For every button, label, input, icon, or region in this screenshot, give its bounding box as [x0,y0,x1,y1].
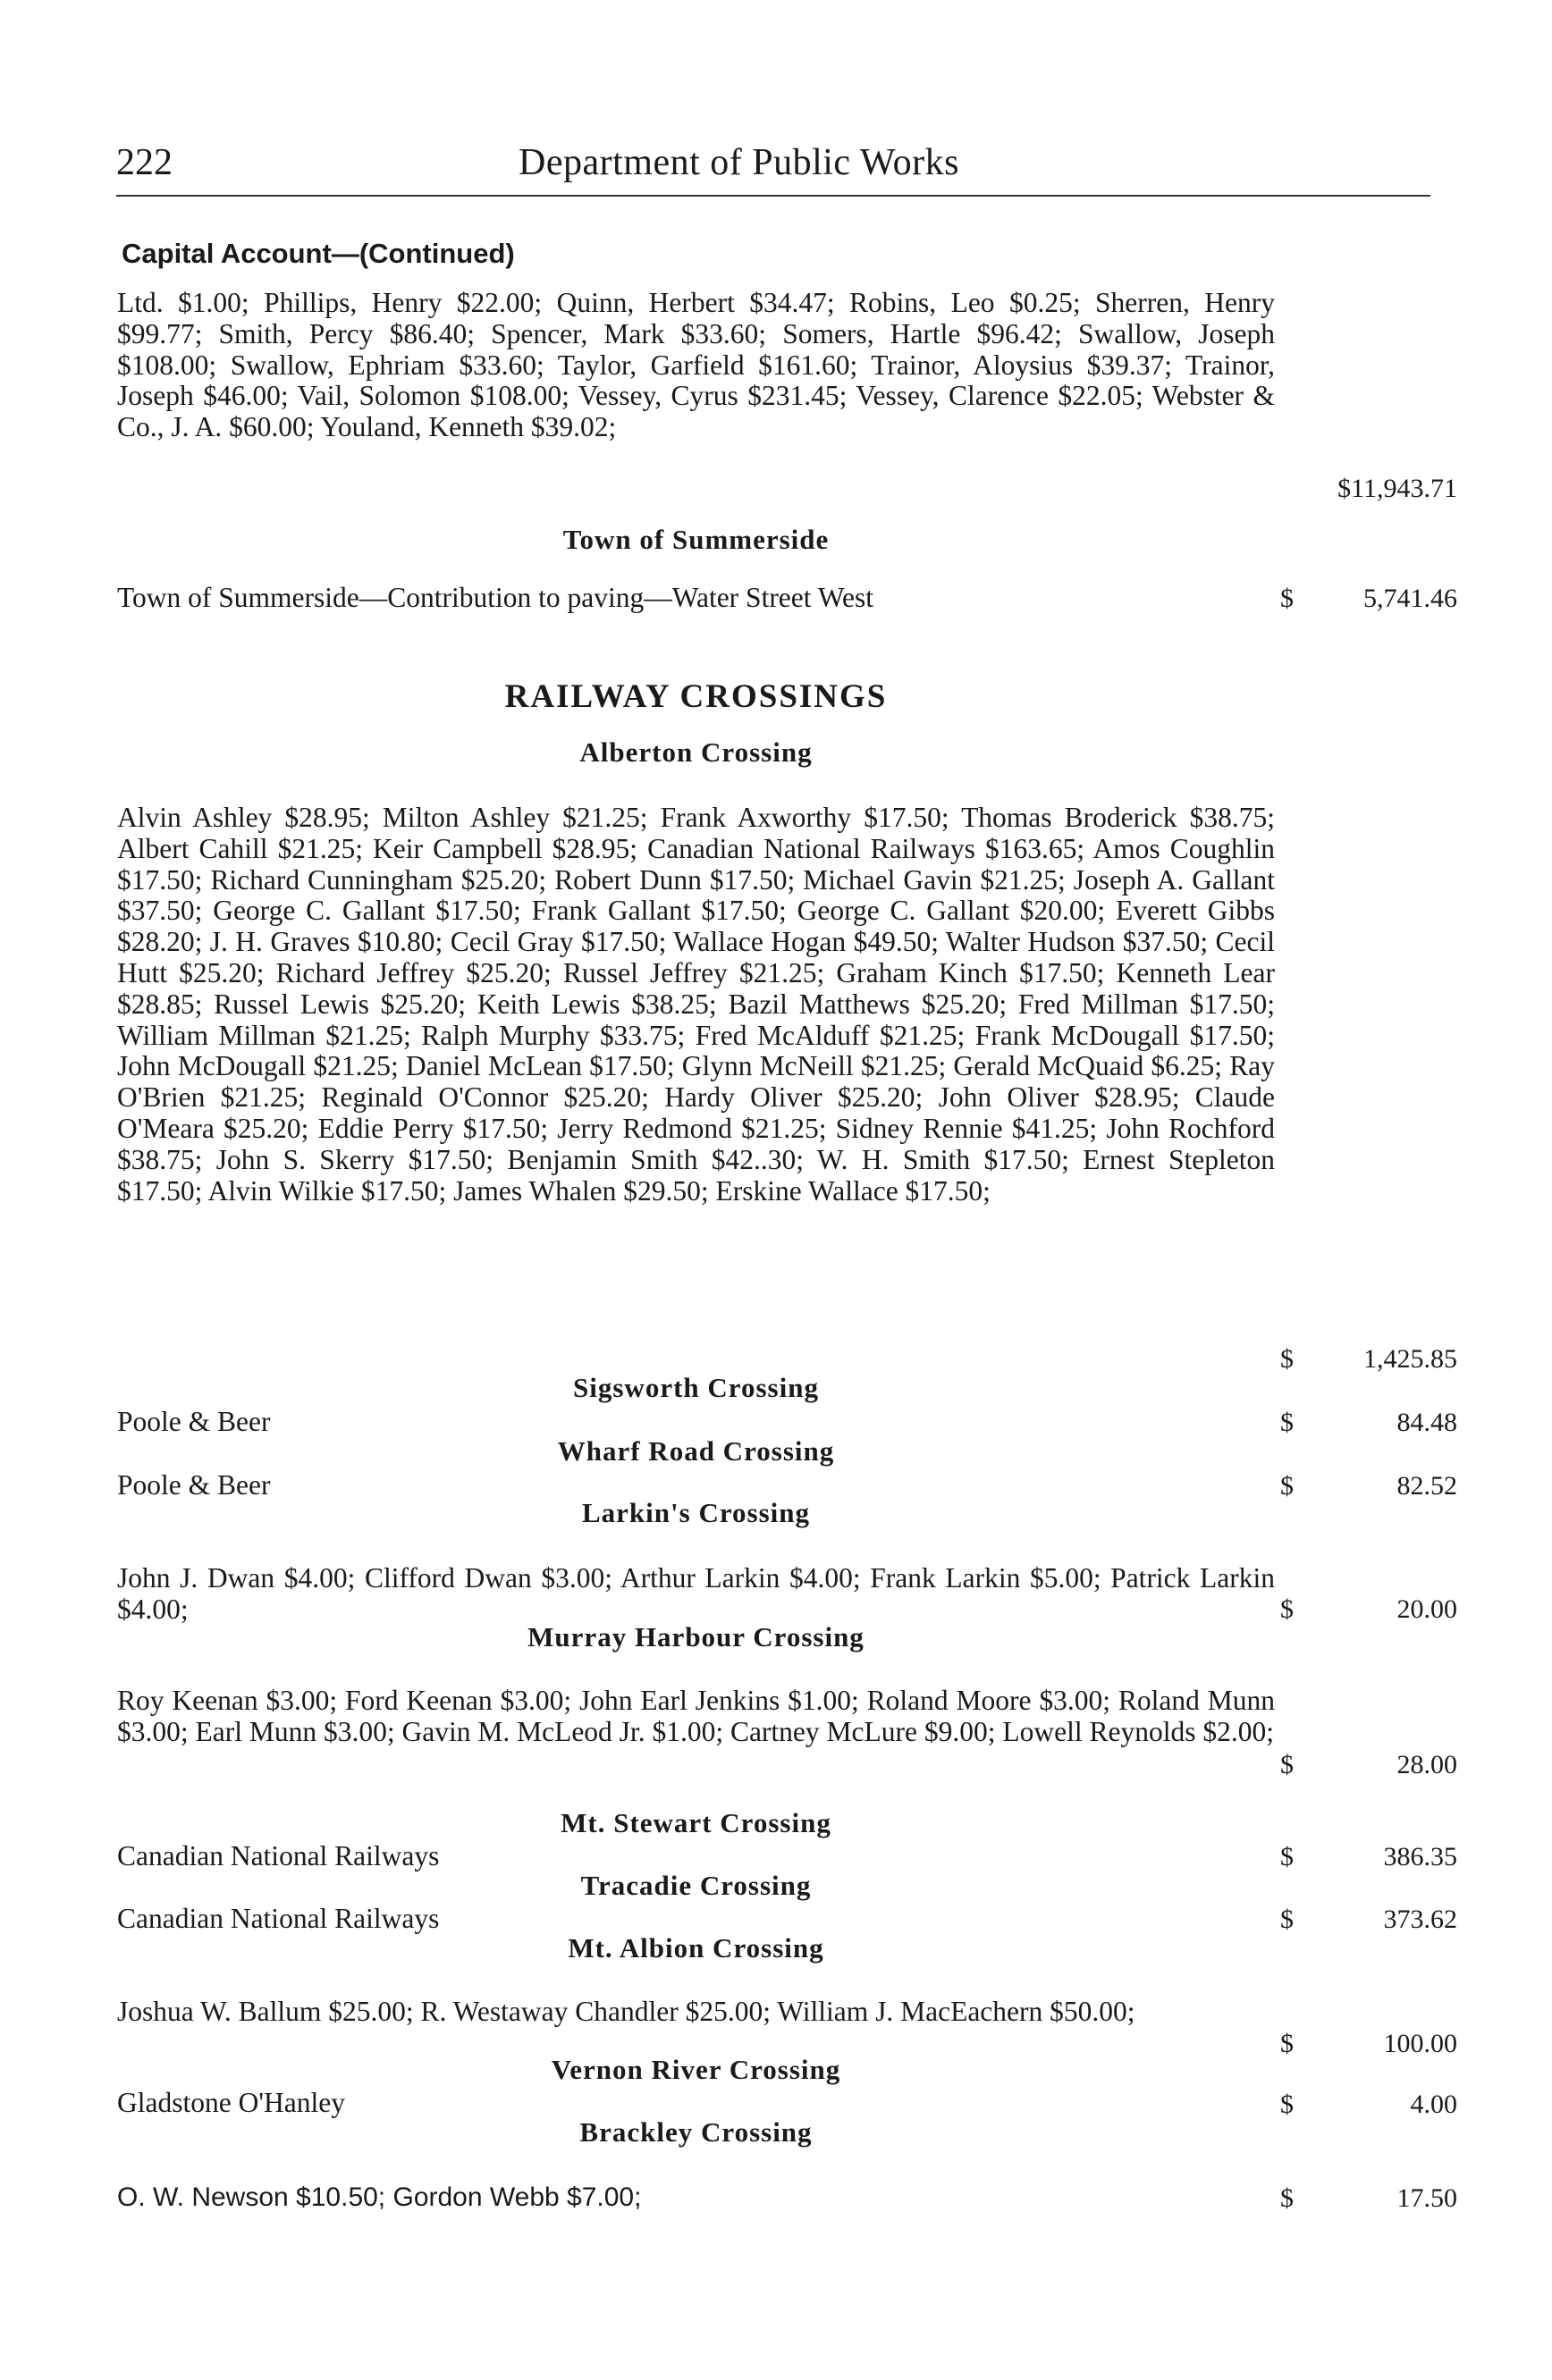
currency-sign: $ [1280,1471,1294,1501]
amount-value: 4.00 [1410,2090,1457,2119]
currency-sign: $ [1280,1344,1294,1374]
crossing-heading: Wharf Road Crossing [557,1435,835,1467]
crossing-amount [1280,1842,1457,1872]
amount-value: 82.52 [1396,1471,1457,1501]
amount-value: 20.00 [1396,1594,1457,1624]
currency-sign: $ [1280,1905,1294,1934]
crossing-payees: Canadian National Railways [117,1840,440,1871]
crossing-heading: Larkin's Crossing [581,1497,811,1528]
amount-value: 5,741.46 [1363,584,1457,613]
crossing-amount [1280,2183,1457,2214]
currency-sign: $ [1280,2090,1294,2119]
currency-sign: $ [1280,1842,1294,1871]
amount-value: 100.00 [1383,2029,1457,2058]
amount-value: 373.62 [1383,1905,1457,1934]
crossing-payees: Poole & Beer [117,1469,271,1501]
section-caption: Capital Account—(Continued) [122,238,515,269]
crossing-payees: O. W. Newson $10.50; Gordon Webb $7.00; [117,2182,642,2212]
crossing-amount [1280,1750,1457,1780]
capital-account-total [1337,474,1457,504]
crossing-payees: Gladstone O'Hanley [117,2087,345,2118]
crossing-payees: Joshua W. Ballum $25.00; R. Westaway Chandler $25.00; William J. MacEachern $50.00; [117,1996,1135,2027]
crossing-heading: Alberton Crossing [579,736,813,768]
crossing-payees: Alvin Ashley $28.95; Milton Ashley $21.25; Frank Axworthy $17.50; Thomas Broderick $38.75; Albert Cahill $21.25; Keir Campbell $28.95; Canadian National Railways $163.65; Amos Coughlin $17.50; Richard Cunningham $25.20; Robert Dunn $17.50; Michael Gavin $21.25; Joseph A. Gallant $37.50; George C. Gallant $17.50; Frank Gallant $17.50; George C. Gallant $20.00; Everett Gibbs $28.20; J. H. Graves $10.80; Cecil Gray $17.50; Wallace Hogan $49.50; Walter Hudson $37.50; Cecil Hutt $25.20; Richard Jeffrey $25.20; Russel Jeffrey $21.25; Graham Kinch $17.50; Kenneth Lear $28.85; Russel Lewis $25.20; Keith Lewis $38.25; Bazil Matthews $25.20; Fred Millman $17.50; William Millman $21.25; Ralph Murphy $33.75; Fred McAlduff $21.25; Frank McDougall $17.50; John McDougall $21.25; Daniel McLean $17.50; Glynn McNeill $21.25; Gerald McQuaid $6.25; Ray O'Brien $21.25; Reginald O'Connor $25.20; Hardy Oliver $25.20; John Oliver $28.95; Claude O'Meara $25.20; Eddie Perry $17.50; Jerry Redmond $21.25; Sidney Rennie $41.25; John Rochford $38.75; John S. Skerry $17.50; Benjamin Smith $42..30; W. H. Smith $17.50; Ernest Stepleton $17.50; Alvin Wilkie $17.50; James Whalen $29.50; Erskine Wallace $17.50; [117,802,1275,1207]
capital-total-value: $11,943.71 [1337,474,1457,503]
currency-sign: $ [1280,2183,1294,2213]
capital-account-text: Ltd. $1.00; Phillips, Henry $22.00; Quinn, Herbert $34.47; Robins, Leo $0.25; Sherren, Henry $99.77; Smith, Percy $86.40; Spencer, Mark $33.60; Somers, Hartle $96.42; Swallow, Joseph $108.00; Swallow, Ephriam $33.60; Taylor, Garfield $161.60; Trainor, Aloysius $39.37; Trainor, Joseph $46.00; Vail, Solomon $108.00; Vessey, Cyrus $231.45; Vessey, Clarence $22.05; Webster & Co., J. A. $60.00; Youland, Kenneth $39.02; [117,287,1275,443]
currency-sign: $ [1280,1594,1294,1624]
crossing-amount [1280,1905,1457,1935]
summerside-amount [1280,584,1457,614]
crossing-amount [1280,2090,1457,2120]
header-rule [116,195,1430,197]
crossing-payees: John J. Dwan $4.00; Clifford Dwan $3.00; Arthur Larkin $4.00; Frank Larkin $5.00; Patrick Larkin $4.00; [117,1562,1275,1625]
crossing-heading: Brackley Crossing [579,2116,813,2148]
crossing-payees: Poole & Beer [117,1406,271,1437]
amount-value: 17.50 [1396,2183,1457,2213]
crossing-heading: Tracadie Crossing [580,1870,812,1901]
crossing-heading: Murray Harbour Crossing [527,1621,865,1653]
crossing-heading: Mt. Albion Crossing [568,1932,824,1964]
currency-sign: $ [1280,1750,1294,1779]
crossing-heading: Sigsworth Crossing [573,1372,819,1403]
running-title: Department of Public Works [519,142,959,183]
crossing-amount [1280,1344,1457,1375]
currency-sign: $ [1280,584,1294,613]
currency-sign: $ [1280,2029,1294,2058]
crossing-amount [1280,1408,1457,1438]
amount-value: 386.35 [1383,1842,1457,1871]
amount-value: 84.48 [1396,1408,1457,1437]
page-header [116,134,1430,188]
crossing-amount [1280,1471,1457,1501]
summerside-heading: Town of Summerside [562,524,830,555]
crossing-heading: Vernon River Crossing [551,2054,841,2085]
crossing-amount [1280,2029,1457,2059]
railway-crossings-heading: RAILWAY CROSSINGS [504,678,888,715]
page-number: 222 [116,142,173,183]
amount-value: 28.00 [1396,1750,1457,1779]
crossing-heading: Mt. Stewart Crossing [561,1807,831,1838]
crossing-amount [1280,1594,1457,1625]
currency-sign: $ [1280,1408,1294,1437]
crossing-payees: Roy Keenan $3.00; Ford Keenan $3.00; John Earl Jenkins $1.00; Roland Moore $3.00; Roland Munn $3.00; Earl Munn $3.00; Gavin M. McLeod Jr. $1.00; Cartney McLure $9.00; Lowell Reynolds $2.00; [117,1685,1275,1747]
crossing-payees: Canadian National Railways [117,1903,440,1934]
amount-value: 1,425.85 [1363,1344,1457,1374]
summerside-text: Town of Summerside—Contribution to paving—Water Street West [117,582,874,613]
